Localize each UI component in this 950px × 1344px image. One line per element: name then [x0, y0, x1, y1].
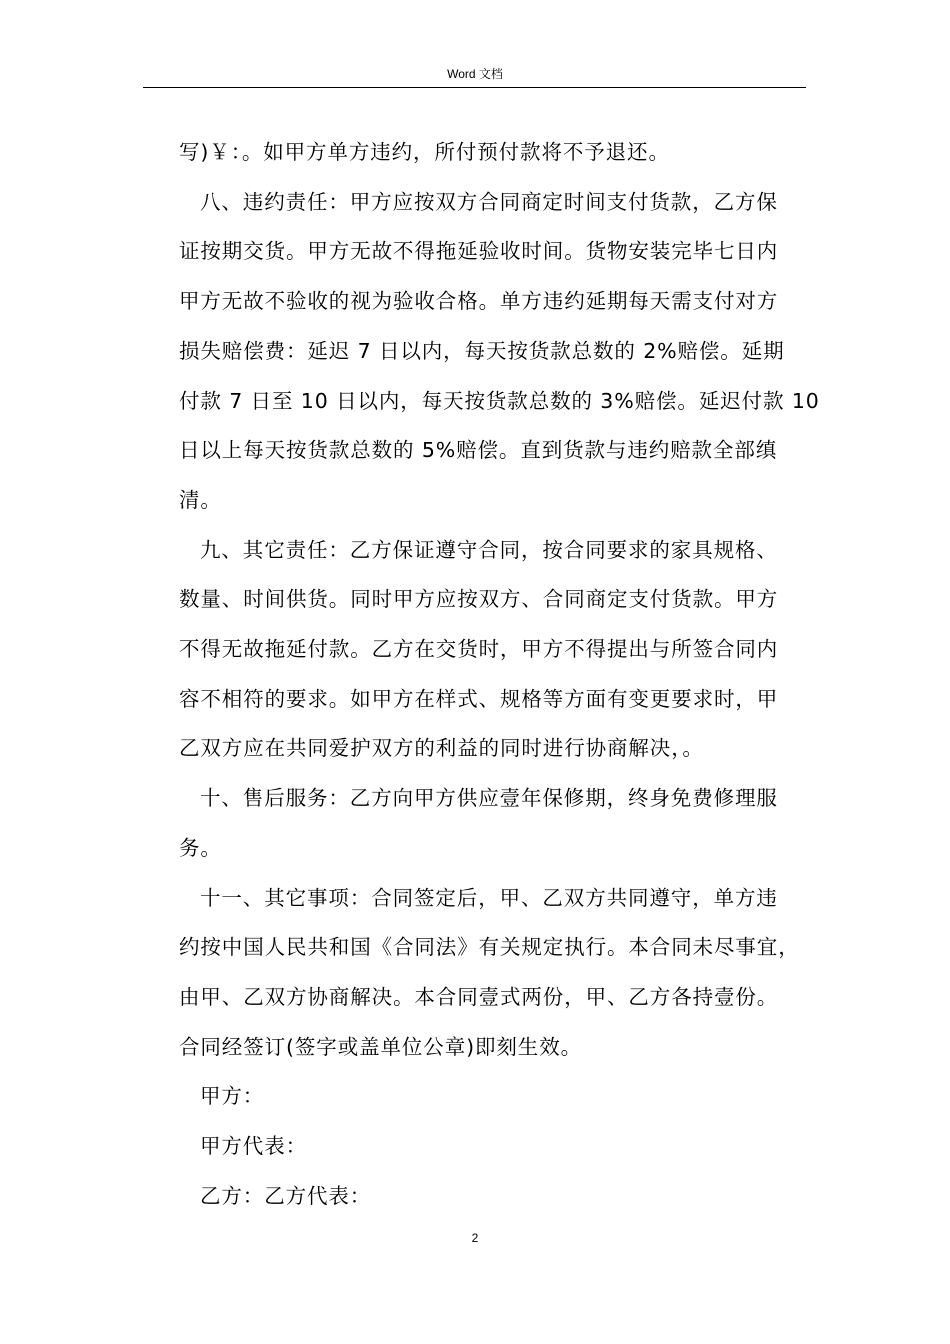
page-header-title: Word 文档 [447, 67, 503, 81]
text-line: 由甲、乙双方协商解决。本合同壹式两份，甲、乙方各持壹份。 [179, 984, 779, 1009]
text-line: 乙方：乙方代表： [200, 1183, 372, 1208]
text-line: 八、违约责任：甲方应按双方合同商定时间支付货款，乙方保 [200, 189, 778, 214]
text-line: 甲方： [200, 1084, 265, 1109]
text-line: 约按中国人民共和国《合同法》有关规定执行。本合同未尽事宜， [179, 935, 800, 960]
text-line: 乙双方应在共同爱护双方的利益的同时进行协商解决，。 [179, 736, 704, 761]
text-line: 甲方代表： [200, 1134, 307, 1159]
text-line: 不得无故拖延付款。乙方在交货时，甲方不得提出与所签合同内 [179, 637, 779, 662]
text-line: 十一、其它事项：合同签定后，甲、乙双方共同遵守，单方违 [200, 885, 778, 910]
text-line: 证按期交货。甲方无故不得拖延验收时间。货物安装完毕七日内 [179, 239, 779, 264]
text-line: 九、其它责任：乙方保证遵守合同，按合同要求的家具规格、 [200, 537, 778, 562]
text-line: 合同经签订(签字或盖单位公章)即刻生效。 [179, 1034, 582, 1059]
document-body [179, 128, 820, 1221]
text-line: 清。 [179, 487, 222, 512]
page-number: 2 [471, 1231, 479, 1245]
text-line: 日以上每天按货款总数的 5%赔偿。直到货款与违约赔款全部缜 [179, 438, 778, 463]
text-line: 甲方无故不验收的视为验收合格。单方违约延期每天需支付对方 [179, 289, 779, 314]
text-line: 付款 7 日至 10 日以内，每天按货款总数的 3%赔偿。延迟付款 10 [179, 388, 820, 413]
text-line: 写)￥：。如甲方单方违约，所付预付款将不予退还。 [179, 140, 670, 164]
text-line: 数量、时间供货。同时甲方应按双方、合同商定支付货款。甲方 [179, 587, 779, 612]
text-line: 务。 [179, 835, 222, 860]
text-line: 损失赔偿费：延迟 7 日以内，每天按货款总数的 2%赔偿。延期 [179, 338, 785, 363]
text-line: 容不相符的要求。如甲方在样式、规格等方面有变更要求时，甲 [179, 686, 779, 711]
header-divider [143, 87, 806, 88]
text-line: 十、售后服务：乙方向甲方供应壹年保修期，终身免费修理服 [200, 786, 778, 811]
